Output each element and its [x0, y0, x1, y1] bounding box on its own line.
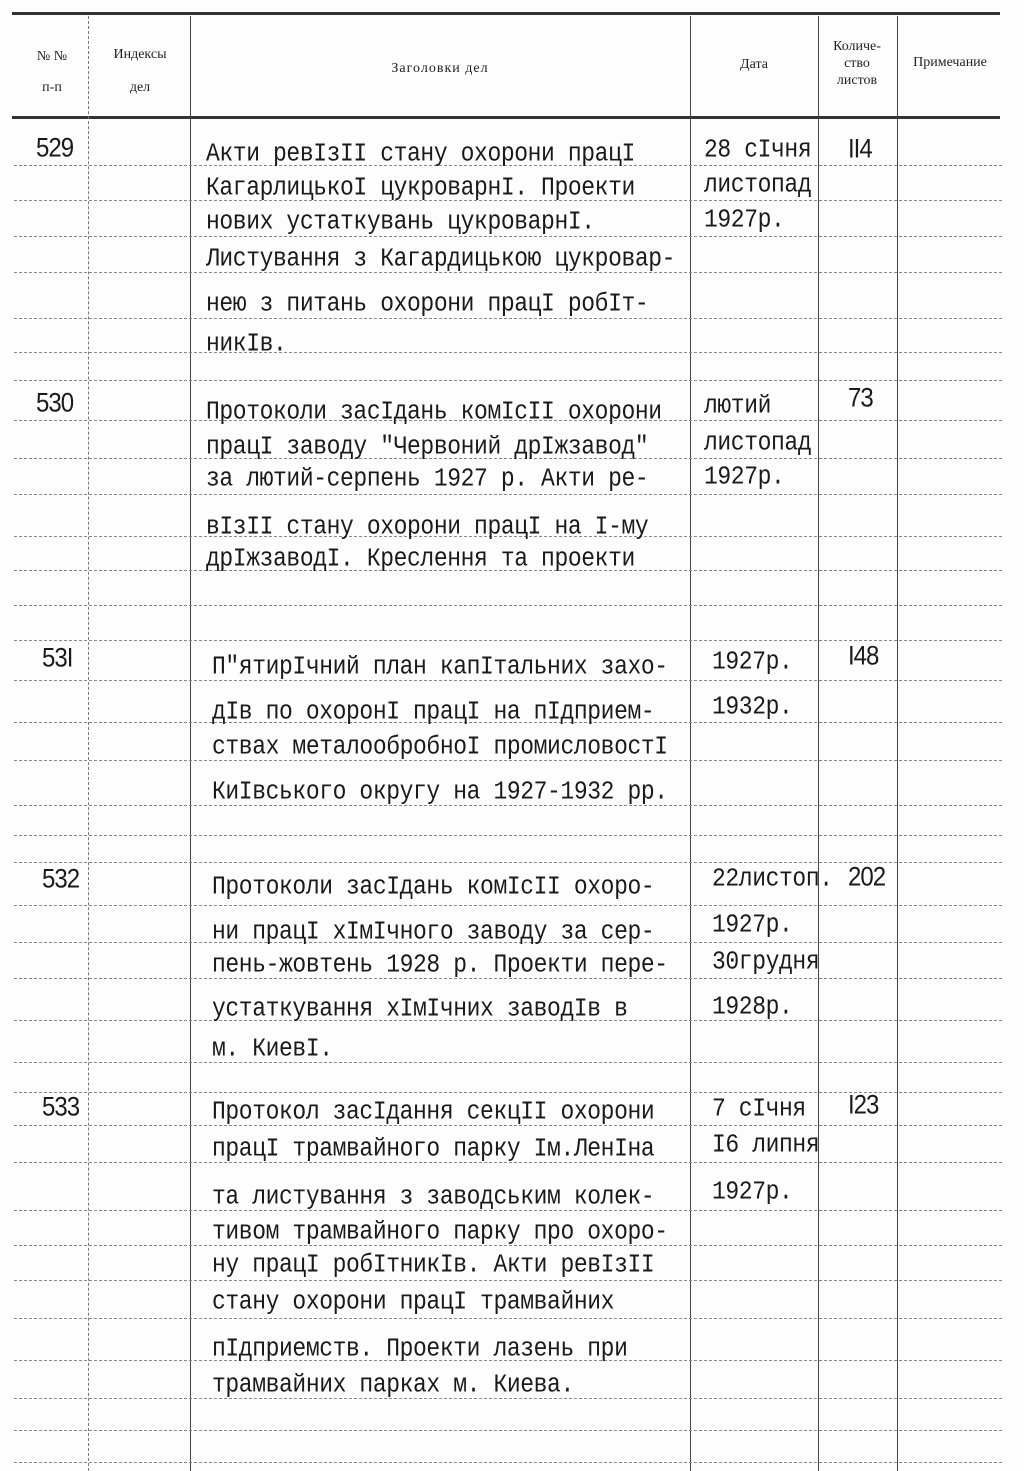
ruled-line: [14, 380, 1002, 381]
header-count-2: ство: [844, 56, 870, 71]
date-line: листопад: [704, 170, 812, 200]
header-date: Дата: [740, 57, 768, 72]
title-line: працI трамвайного парку Iм.ЛенIна: [212, 1134, 655, 1164]
date-line: 1927р.: [712, 910, 793, 940]
sheet-count: 73: [848, 382, 873, 414]
row-number: 53I: [42, 642, 73, 674]
row-number: 532: [42, 863, 80, 895]
sheet-count: II4: [848, 133, 872, 165]
date-line: 1927р.: [704, 205, 785, 235]
date-line: I6 липня: [712, 1130, 820, 1160]
header-notes: Примечание: [913, 55, 987, 70]
ruled-line: [14, 835, 1002, 836]
ruled-line: [14, 1062, 1002, 1063]
header-index-sub: дел: [129, 80, 151, 95]
header-index: [92, 46, 188, 96]
title-line: устаткування хIмIчних заводIв в: [212, 994, 628, 1024]
date-line: 1927р.: [712, 647, 793, 677]
sheet-count: I23: [848, 1089, 879, 1121]
column-divider: [897, 16, 898, 1471]
title-line: Протоколи засIдань комIсII охоро-: [212, 872, 655, 902]
ruled-line: [14, 905, 1002, 906]
date-line: лютий: [704, 391, 772, 421]
date-line: 22листоп.: [712, 864, 833, 894]
date-line: листопад: [704, 428, 812, 458]
ruled-line: [14, 1462, 1002, 1463]
title-line: стану охорони працI трамвайних: [212, 1287, 615, 1317]
ruled-line: [14, 605, 1002, 606]
header-number-label: № №: [36, 49, 68, 64]
header-count-1: Количе-: [833, 39, 881, 54]
date-line: 28 сIчня: [704, 135, 812, 165]
column-divider: [690, 16, 691, 1471]
column-divider: [818, 16, 819, 1471]
header-number-sub: п-п: [42, 80, 62, 95]
ruled-line: [14, 1318, 1002, 1319]
title-line: пень-жовтень 1928 р. Проекти пере-: [212, 950, 668, 980]
ruled-line: [14, 1280, 1002, 1281]
title-line: Протокол засIдання секцII охорони: [212, 1097, 655, 1127]
title-line: м. КиевI.: [212, 1034, 333, 1064]
sheet-count: 202: [848, 861, 886, 893]
header-number: [14, 48, 90, 96]
title-line: КагарлицькоI цукроварнI. Проекти: [206, 173, 635, 203]
row-number: 529: [36, 132, 74, 164]
ruled-line: [14, 494, 1002, 495]
date-line: 1927р.: [704, 462, 785, 492]
ruled-line: [14, 352, 1002, 353]
header-count-3: листов: [836, 73, 878, 88]
title-line: Протоколи засIдань комIсII охорони: [206, 397, 662, 427]
title-line: дIв по охоронI працI на пIдприем-: [212, 697, 655, 727]
date-line: 30грудня: [712, 947, 820, 977]
title-line: Листування з Кагардицькою цукровар-: [206, 244, 676, 274]
date-line: 1928р.: [712, 992, 793, 1022]
row-number: 530: [36, 387, 74, 419]
title-line: вIзII стану охорони працI на I-му: [206, 512, 649, 542]
title-line: ну працI робIтникIв. Акти ревIзII: [212, 1250, 655, 1280]
column-divider: [88, 16, 89, 1471]
title-line: ствах металообробноI промисловостI: [212, 732, 668, 762]
title-line: Акти ревIзII стану охорони працI: [206, 139, 635, 169]
title-line: нею з питань охорони працI робIт-: [206, 289, 649, 319]
title-line: пIдприемств. Проекти лазень при: [212, 1334, 628, 1364]
ruled-line: [14, 318, 1002, 319]
title-line: трамвайних парках м. Киева.: [212, 1370, 574, 1400]
date-line: 1932р.: [712, 692, 793, 722]
title-line: дрIжзаводI. Креслення та проекти: [206, 544, 635, 574]
date-line: 7 сIчня: [712, 1094, 806, 1124]
header-index-label: Индексы: [113, 47, 167, 62]
title-line: за лютий-серпень 1927 р. Акти ре-: [206, 464, 649, 494]
header-bottom-border: [12, 116, 1000, 119]
ruled-line: [14, 1430, 1002, 1431]
top-border: [12, 12, 1000, 15]
sheet-count: I48: [848, 640, 879, 672]
title-line: та листування з заводським колек-: [212, 1182, 655, 1212]
title-line: нових устаткувань цукроварнI.: [206, 207, 595, 237]
header-title: Заголовки дел: [391, 61, 489, 76]
title-line: КиIвського округу на 1927-1932 рр.: [212, 777, 668, 807]
title-line: никIв.: [206, 329, 287, 359]
date-line: 1927р.: [712, 1177, 793, 1207]
title-line: ни працI хIмIчного заводу за сер-: [212, 917, 655, 947]
title-line: тивом трамвайного парку про охоро-: [212, 1217, 668, 1247]
ruled-line: [14, 236, 1002, 237]
column-divider: [190, 16, 191, 1471]
header-count: [818, 38, 896, 89]
title-line: П"ятирIчний план капIтальних захо-: [212, 652, 668, 682]
title-line: працI заводу "Червоний дрIжзавод": [206, 432, 649, 462]
row-number: 533: [42, 1091, 80, 1123]
